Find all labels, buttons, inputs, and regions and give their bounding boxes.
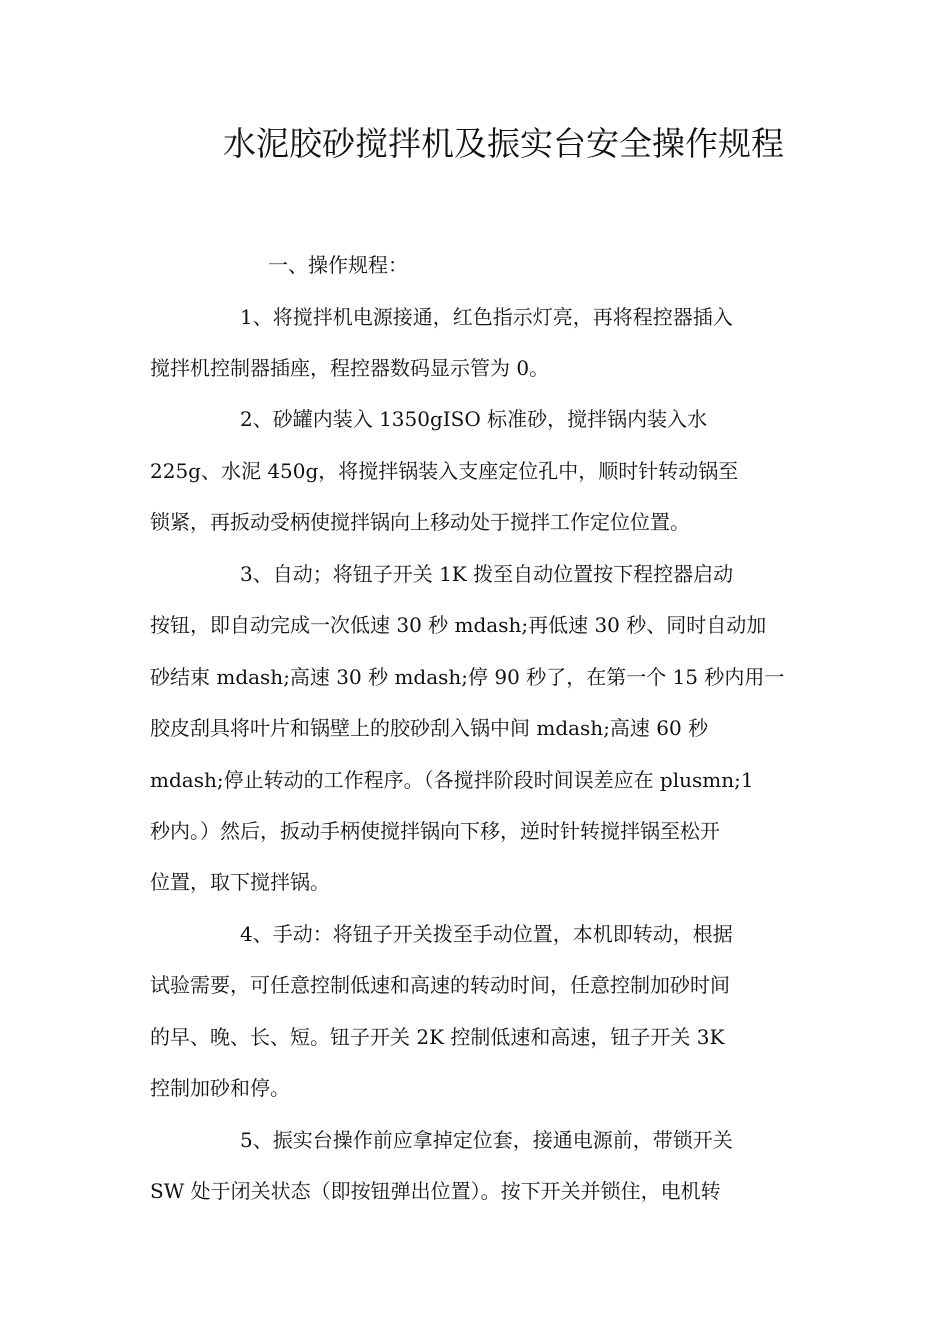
paragraph-line: 2、砂罐内装入 1350gISO 标准砂，搅拌锅内装入水 bbox=[240, 407, 708, 431]
paragraph-line: 试验需要，可任意控制低速和高速的转动时间，任意控制加砂时间 bbox=[150, 973, 730, 997]
paragraph-line: 位置，取下搅拌锅。 bbox=[150, 870, 330, 894]
document-title: 水泥胶砂搅拌机及振实台安全操作规程 bbox=[223, 124, 784, 163]
paragraph-line: mdash;停止转动的工作程序。（各搅拌阶段时间误差应在 plusmn;1 bbox=[150, 768, 754, 792]
paragraph-line: 锁紧，再扳动受柄使搅拌锅向上移动处于搅拌工作定位位置。 bbox=[150, 510, 690, 534]
paragraph-line: 3、自动；将钮子开关 1K 拨至自动位置按下程控器启动 bbox=[240, 562, 734, 586]
paragraph-line: 秒内。）然后，扳动手柄使搅拌锅向下移，逆时针转搅拌锅至松开 bbox=[150, 819, 720, 843]
paragraph-line: 砂结束 mdash;高速 30 秒 mdash;停 90 秒了，在第一个 15 秒内用一 bbox=[150, 665, 785, 689]
section-heading: 一、操作规程： bbox=[268, 253, 408, 277]
paragraph-line: 按钮，即自动完成一次低速 30 秒 mdash;再低速 30 秒、同时自动加 bbox=[150, 613, 767, 637]
paragraph-line: 胶皮刮具将叶片和锅壁上的胶砂刮入锅中间 mdash;高速 60 秒 bbox=[150, 716, 709, 740]
paragraph-line: 5、振实台操作前应拿掉定位套，接通电源前，带锁开关 bbox=[240, 1128, 733, 1152]
paragraph-line: 1、将搅拌机电源接通，红色指示灯亮，再将程控器插入 bbox=[240, 305, 733, 329]
paragraph-line: SW 处于闭关状态（即按钮弹出位置）。按下开关并锁住，电机转 bbox=[150, 1179, 721, 1203]
paragraph-line: 225g、水泥 450g，将搅拌锅装入支座定位孔中，顺时针转动锅至 bbox=[150, 459, 739, 483]
paragraph-line: 的早、晚、长、短。钮子开关 2K 控制低速和高速，钮子开关 3K bbox=[150, 1025, 725, 1049]
paragraph-line: 控制加砂和停。 bbox=[150, 1076, 290, 1100]
paragraph-line: 搅拌机控制器插座，程控器数码显示管为 0。 bbox=[150, 356, 550, 380]
paragraph-line: 4、手动：将钮子开关拨至手动位置，本机即转动，根据 bbox=[240, 922, 733, 946]
